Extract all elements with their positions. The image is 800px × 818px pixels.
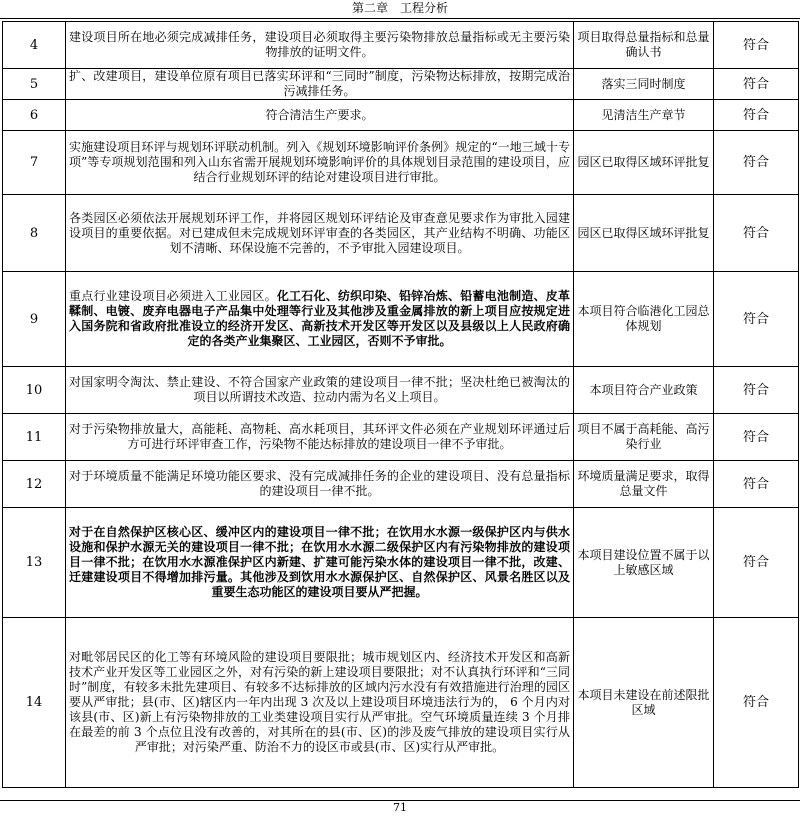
compliance-status: 见清洁生产章节: [574, 100, 714, 131]
table-row: [3, 22, 799, 69]
table-row: [3, 131, 799, 195]
table-row: [3, 272, 799, 367]
row-number: 12: [3, 461, 66, 508]
compliance-status: 项目不属于高耗能、高污染行业: [574, 414, 714, 461]
requirement-text: 扩、改建项目，建设单位原有项目已落实环评和“三同时”制度，污染物达标排放，按期完成治污减排任务。: [66, 69, 574, 100]
verdict: 符合: [714, 22, 799, 69]
requirement-text: 建设项目所在地必须完成减排任务，建设项目必须取得主要污染物排放总量指标或无主要污染物排放的证明文件。: [66, 22, 574, 69]
requirement-text: 对国家明令淘汰、禁止建设、不符合国家产业政策的建设项目一律不批；坚决杜绝已被淘汰的项目以所谓技术改造、拉动内需为名义上项目。: [66, 367, 574, 414]
verdict: 符合: [714, 618, 799, 788]
verdict: 符合: [714, 508, 799, 618]
verdict: 符合: [714, 367, 799, 414]
row-number: 13: [3, 508, 66, 618]
requirement-text: 对于污染物排放量大，高能耗、高物耗、高水耗项目，其环评文件必须在产业规划环评通过后方可进行环评审查工作，污染物不能达标排放的建设项目一律不予审批。: [66, 414, 574, 461]
page-header: [0, 0, 800, 19]
requirement-text: 各类园区必须依法开展规划环评工作，并将园区规划环评结论及审查意见要求作为审批入园建设项目的重要依据。对已建成但未完成规划环评审查的各类园区，其产业结构不明确、功能区划不清晰、环保设施不完善的，不予审批入园建设项目。: [66, 195, 574, 272]
verdict: 符合: [714, 414, 799, 461]
verdict: 符合: [714, 69, 799, 100]
requirement-text: 实施建设项目环评与规划环评联动机制。列入《规划环境影响评价条例》规定的“一地三域十专项”等专项规划范围和列入山东省需开展规划环境影响评价的具体规划目录范围的建设项目，应结合行业规划环评的结论对建设项目进行审批。: [66, 131, 574, 195]
requirement-text: 对于环境质量不能满足环境功能区要求、没有完成减排任务的企业的建设项目、没有总量指标的建设项目一律不批。: [66, 461, 574, 508]
compliance-status: 园区已取得区域环评批复: [574, 131, 714, 195]
requirement-emphasis: 化工石化、纺织印染、铅锌冶炼、铅蓄电池制造、皮革鞣制、电镀、废弃电器电子产品集中处理等行业及其他涉及重金属排放的新上项目应按规定进入国务院和省政府批准设立的经济开发区、高新技术开发区等开发区以及县级以上人民政府确定的各类产业集聚区、工业园区，否则不予审批。: [69, 289, 570, 348]
page-number: 71: [393, 801, 407, 814]
requirement-text: 符合清洁生产要求。: [66, 100, 574, 131]
row-number: 5: [3, 69, 66, 100]
chapter-title: 第二章 工程分析: [351, 1, 448, 15]
table-row: [3, 618, 799, 788]
row-number: 8: [3, 195, 66, 272]
compliance-status: 本项目符合临港化工园总体规划: [574, 272, 714, 367]
verdict: 符合: [714, 461, 799, 508]
compliance-status: 本项目建设位置不属于以上敏感区域: [574, 508, 714, 618]
row-number: 4: [3, 22, 66, 69]
compliance-status: 园区已取得区域环评批复: [574, 195, 714, 272]
compliance-status: 本项目符合产业政策: [574, 367, 714, 414]
row-number: 11: [3, 414, 66, 461]
verdict: 符合: [714, 195, 799, 272]
verdict: 符合: [714, 131, 799, 195]
table-row: [3, 195, 799, 272]
table-row: [3, 100, 799, 131]
verdict: 符合: [714, 100, 799, 131]
row-number: 10: [3, 367, 66, 414]
table-row: [3, 69, 799, 100]
compliance-status: 环境质量满足要求，取得总量文件: [574, 461, 714, 508]
compliance-status: 落实三同时制度: [574, 69, 714, 100]
table-row: [3, 367, 799, 414]
compliance-status: 本项目未建设在前述限批区域: [574, 618, 714, 788]
table-row: [3, 461, 799, 508]
verdict: 符合: [714, 272, 799, 367]
table-row: [3, 414, 799, 461]
compliance-table: [2, 21, 799, 788]
requirement-text: 对于在自然保护区核心区、缓冲区内的建设项目一律不批；在饮用水水源一级保护区内与供水设施和保护水源无关的建设项目一律不批；在饮用水水源二级保护区内有污染物排放的建设项目一律不批；在饮用水水源准保护区内新建、扩建可能污染水体的建设项目一律不批，改建、迁建建设项目不得增加排污量。其他涉及到饮用水水源保护区、自然保护区、风景名胜区以及重要生态功能区的建设项目要从严把握。: [66, 508, 574, 618]
compliance-status: 项目取得总量指标和总量确认书: [574, 22, 714, 69]
requirement-text: [66, 272, 574, 367]
row-number: 7: [3, 131, 66, 195]
requirement-text: 对毗邻居民区的化工等有环境风险的建设项目要限批；城市规划区内、经济技术开发区和高新技术产业开发区等工业园区之外，对有污染的新上建设项目要限批；对不认真执行环评和“三同时”制度，有较多未批先建项目、有较多不达标排放的区域内污水没有有效措施进行治理的园区要从严审批；县(市、区)辖区内一年内出现 3 次及以上建设项目环境违法行为的， 6 个月内对该县(市、区)新上有污染物排放的工业类建设项目实行从严审批。空气环境质量连续 3 个月排在最差的前 3 个点位且没有改善的，对其所在的县(市、区)的涉及废气排放的建设项目实行从严审批；对污染严重、防治不力的设区市或县(市、区)实行从严审批。: [66, 618, 574, 788]
row-number: 14: [3, 618, 66, 788]
row-number: 6: [3, 100, 66, 131]
requirement-intro: 重点行业建设项目必须进入工业园区。: [69, 289, 277, 303]
row-number: 9: [3, 272, 66, 367]
table-row: [3, 508, 799, 618]
